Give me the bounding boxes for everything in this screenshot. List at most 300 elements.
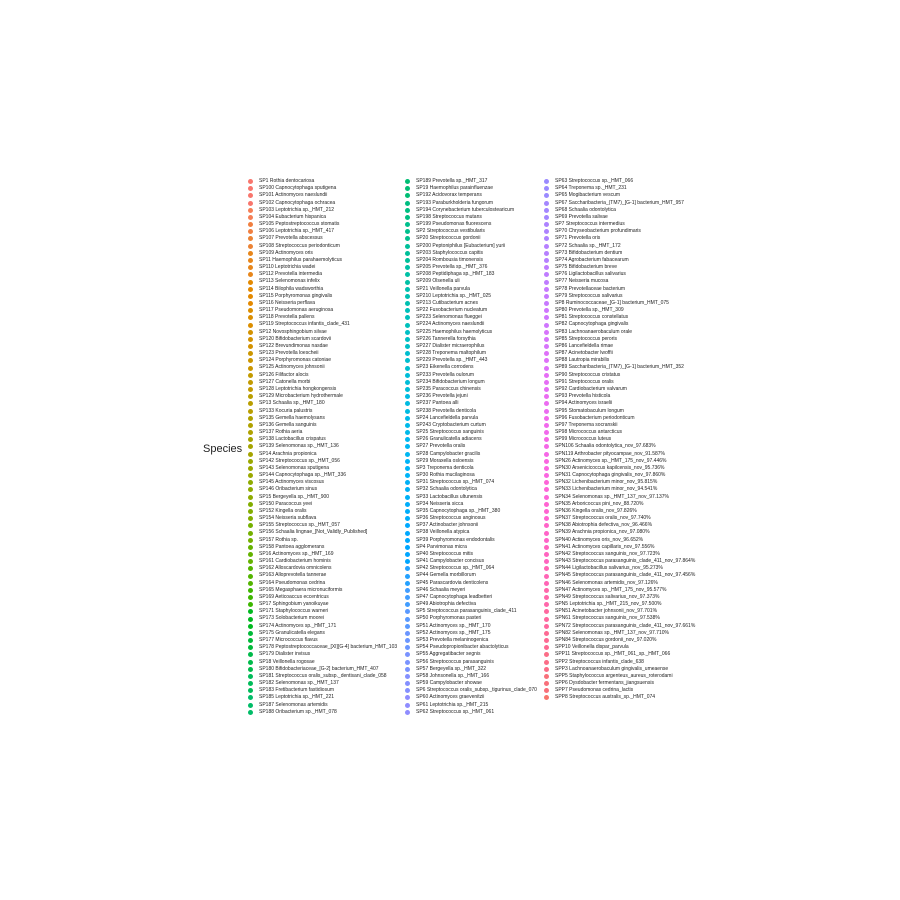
legend-label: SPP3 Lachnoanaerobaculum gingivalis_umeaense <box>555 665 669 672</box>
legend-swatch <box>405 509 410 514</box>
legend-swatch <box>405 602 410 607</box>
legend-item <box>248 192 397 199</box>
legend-label: SP243 Cryptobacterium curtum <box>416 421 486 428</box>
legend-label: SP21 Veillonella parvula <box>416 285 470 292</box>
legend-label: SP101 Actinomyces naeslundii <box>259 192 328 199</box>
legend-label: SP124 Porphyromonas catoniae <box>259 357 331 364</box>
legend-item <box>544 443 695 450</box>
legend-swatch <box>544 258 549 263</box>
legend-item <box>248 185 397 192</box>
legend-item <box>544 558 695 565</box>
legend-swatch <box>544 660 549 665</box>
legend-swatch <box>405 588 410 593</box>
legend-item <box>544 207 695 214</box>
legend-swatch <box>405 394 410 399</box>
legend-swatch <box>405 703 410 708</box>
legend-label: SP123 Prevotella loescheii <box>259 350 319 357</box>
legend-label: SPN106 Schaalia odontolytica_nov_97.683% <box>555 443 656 450</box>
legend-item <box>405 594 537 601</box>
legend-swatch <box>248 351 253 356</box>
legend-swatch <box>248 638 253 643</box>
legend-item <box>405 364 537 371</box>
legend-label: SP105 Peptostreptococcus stomatis <box>259 221 340 228</box>
legend-label: SP14 Arachnia propionica <box>259 450 317 457</box>
legend-label: SP213 Cutibacterium acnes <box>416 299 478 306</box>
legend-label: SP33 Lactobacillus ultunensis <box>416 493 483 500</box>
legend-item <box>248 286 397 293</box>
legend-swatch <box>405 401 410 406</box>
legend-item <box>248 278 397 285</box>
legend-item <box>405 329 537 336</box>
legend-swatch <box>248 401 253 406</box>
legend-label: SP104 Eubacterium hispanica <box>259 213 326 220</box>
legend-label: SP199 Pseudomonas fluorescens <box>416 221 492 228</box>
legend-item <box>544 429 695 436</box>
legend-swatch <box>405 423 410 428</box>
legend-item <box>248 651 397 658</box>
legend-label: SP210 Leptotrichia sp._HMT_025 <box>416 292 492 299</box>
legend-label: SP233 Prevotella oulorum <box>416 371 475 378</box>
legend-item <box>544 465 695 472</box>
legend-label: SP103 Leptotrichia sp._HMT_212 <box>259 206 335 213</box>
legend-swatch <box>405 645 410 650</box>
legend-swatch <box>248 394 253 399</box>
legend-swatch <box>248 301 253 306</box>
legend-label: SP91 Streptococcus oralis <box>555 378 614 385</box>
legend-item <box>248 644 397 651</box>
legend-label: SP3 Treponema denticola <box>416 464 474 471</box>
legend-label: SP136 Gemella sanguinis <box>259 421 317 428</box>
legend-label: SPN42 Streptococcus sanguinis_nov_97.723% <box>555 550 660 557</box>
legend-swatch <box>248 222 253 227</box>
legend-item <box>248 221 397 228</box>
legend-item <box>544 264 695 271</box>
legend-item <box>544 508 695 515</box>
legend-swatch <box>544 681 549 686</box>
legend-label: SP183 Fretibacterium fastidiosum <box>259 687 335 694</box>
legend-item <box>248 400 397 407</box>
legend-label: SP93 Prevotella histicola <box>555 393 611 400</box>
legend-swatch <box>544 308 549 313</box>
legend-item <box>248 587 397 594</box>
legend-label: SP19 Haemophilus parainfluenzae <box>416 185 493 192</box>
legend-item <box>248 243 397 250</box>
legend-label: SP171 Staphylococcus warneri <box>259 608 329 615</box>
legend-label: SPN41 Actinomyces capillaris_nov_97.556% <box>555 543 655 550</box>
legend-swatch <box>544 201 549 206</box>
legend-label: SP79 Streptococcus salivarius <box>555 292 623 299</box>
legend-item <box>544 494 695 501</box>
legend-swatch <box>544 531 549 536</box>
legend-label: SP174 Actinomyces sp._HMT_171 <box>259 622 337 629</box>
legend-item <box>544 659 695 666</box>
legend-label: SP155 Streptococcus sp._HMT_057 <box>259 522 340 529</box>
legend-item <box>405 214 537 221</box>
legend-item <box>544 357 695 364</box>
legend-swatch <box>544 315 549 320</box>
legend-swatch <box>544 387 549 392</box>
legend-swatch <box>544 645 549 650</box>
legend-label: SP32 Schaalia odontolytica <box>416 486 477 493</box>
legend-label: SP108 Streptococcus periodonticum <box>259 242 340 249</box>
legend-item <box>544 386 695 393</box>
legend-item <box>248 293 397 300</box>
legend-label: SP53 Prevotella melaninogenica <box>416 637 489 643</box>
legend-swatch <box>544 265 549 270</box>
legend-item <box>544 608 695 615</box>
legend-label: SP122 Brevundimonas nasdae <box>259 342 328 349</box>
legend-swatch <box>405 287 410 292</box>
legend-swatch <box>248 280 253 285</box>
legend-item <box>544 479 695 486</box>
legend-label: SP75 Bifidobacterium breve <box>555 264 617 271</box>
legend-label: SP34 Neisseria sicca <box>416 500 464 507</box>
legend-swatch <box>544 423 549 428</box>
legend-item <box>544 666 695 673</box>
legend-label: SPN40 Actinomyces oris_nov_96.652% <box>555 536 644 543</box>
legend-label: SP164 Pseudomonas cedrina <box>259 579 326 586</box>
legend-label: SP163 Alloprevotella tannerae <box>259 572 327 579</box>
legend-swatch <box>544 337 549 342</box>
legend-item <box>544 680 695 687</box>
legend-swatch <box>248 208 253 213</box>
legend-item <box>248 372 397 379</box>
legend-swatch <box>544 208 549 213</box>
legend-label: SP161 Cardiobacterium hominis <box>259 558 331 565</box>
legend-swatch <box>544 394 549 399</box>
legend-label: SP107 Prevotella abscessus <box>259 235 323 242</box>
legend-item <box>248 336 397 343</box>
legend-label: SP110 Leptotrichia wadei <box>259 264 316 271</box>
legend-item <box>248 379 397 386</box>
legend-item <box>544 243 695 250</box>
legend-swatch <box>248 323 253 328</box>
legend-label: SPP11 Streptococcus sp._HMT_061_sp._HMT_066 <box>555 651 671 658</box>
legend-label: SPN44 Ligilactobacillus salivarius_nov_95.273% <box>555 565 663 572</box>
legend-item <box>248 393 397 400</box>
legend-label: SP100 Capnocytophaga sputigena <box>259 185 337 192</box>
legend-item <box>405 314 537 321</box>
legend-item <box>405 551 537 558</box>
legend-item <box>248 702 397 709</box>
legend-item <box>544 343 695 350</box>
legend-item <box>405 271 537 278</box>
legend-label: SP142 Streptococcus sp._HMT_056 <box>259 457 340 464</box>
legend-swatch <box>544 588 549 593</box>
legend-item <box>544 436 695 443</box>
legend-label: SP8 Ruminococcaceae_[G-1] bacterium_HMT_075 <box>555 299 669 306</box>
legend-swatch <box>248 308 253 313</box>
legend-label: SP235 Paracoccus chinensis <box>416 385 481 392</box>
legend-label: SP205 Prevotella sp._HMT_376 <box>416 264 488 271</box>
legend-label: SP138 Lactobacillus crispatus <box>259 436 326 443</box>
legend-item <box>248 479 397 486</box>
legend-label: SPN33 Lichenibacterium minor_nov_94.541% <box>555 486 658 493</box>
legend-label: SP23 Eikenella corrodens <box>416 364 474 371</box>
legend-label: SP76 Ligilactobacillus salivarius <box>555 271 626 278</box>
legend-swatch <box>544 566 549 571</box>
legend-label: SP37 Actinobacter johnsonii <box>416 522 479 529</box>
legend-label: SP133 Kocuria palustris <box>259 407 313 414</box>
legend-item <box>405 508 537 515</box>
legend-label: SPN119 Arthrobacter pityocampae_nov_91.587% <box>555 450 665 457</box>
legend-swatch <box>544 193 549 198</box>
legend-swatch <box>405 473 410 478</box>
legend-label: SP72 Schaalia sp._HMT_172 <box>555 242 621 249</box>
legend-item <box>248 472 397 479</box>
legend-item <box>248 443 397 450</box>
legend-swatch <box>544 473 549 478</box>
legend-swatch <box>405 480 410 485</box>
legend-swatch <box>405 380 410 385</box>
legend-item <box>544 200 695 207</box>
legend-item <box>544 364 695 371</box>
legend-label: SP238 Prevotella denticola <box>416 407 477 414</box>
legend-swatch <box>405 710 410 715</box>
legend-label: SP64 Treponema sp._HMT_231 <box>555 185 627 192</box>
legend-swatch <box>248 444 253 449</box>
legend-label: SP86 Lancefieldella rimae <box>555 342 614 349</box>
legend-label: SPN61 Streptococcus sanguinis_nov_97.538% <box>555 615 660 622</box>
legend-label: SP113 Selenomonas infelix <box>259 278 320 285</box>
legend-swatch <box>405 344 410 349</box>
legend-item <box>248 343 397 350</box>
legend-label: SP135 Gemella haemolysans <box>259 414 325 421</box>
legend-label: SP193 Paraburkholderia fungorum <box>416 199 493 206</box>
legend-label: SP58 Johnsonella sp._HMT_166 <box>416 672 490 679</box>
legend-swatch <box>405 523 410 528</box>
legend-swatch <box>248 588 253 593</box>
legend-item <box>405 350 537 357</box>
legend-item <box>248 415 397 422</box>
legend-label: SP44 Gemella morbillorum <box>416 572 476 579</box>
legend-item <box>405 321 537 328</box>
legend-swatch <box>405 294 410 299</box>
legend-item <box>405 221 537 228</box>
legend-swatch <box>248 674 253 679</box>
legend-item <box>405 694 537 701</box>
legend-swatch <box>405 574 410 579</box>
legend-label: SP29 Moraxella osloensis <box>416 457 474 464</box>
legend-swatch <box>405 459 410 464</box>
legend-label: SP129 Microbacterium hydrothermale <box>259 393 343 400</box>
legend-swatch <box>248 487 253 492</box>
legend-item <box>405 243 537 250</box>
legend-item <box>544 572 695 579</box>
legend-swatch <box>248 387 253 392</box>
legend-item <box>405 357 537 364</box>
legend-swatch <box>544 323 549 328</box>
legend-label: SP15 Bergeyella sp._HMT_900 <box>259 493 330 500</box>
legend-swatch <box>248 358 253 363</box>
legend-label: SP106 Leptotrichia sp._HMT_417 <box>259 228 335 235</box>
legend-swatch <box>405 201 410 206</box>
legend-item <box>248 386 397 393</box>
legend-label: SP180 Bifidobacteriaceae_[G-2] bacterium_HMT_407 <box>259 665 379 672</box>
legend-item <box>248 630 397 637</box>
legend-item <box>544 408 695 415</box>
legend-swatch <box>248 631 253 636</box>
legend-swatch <box>544 437 549 442</box>
legend-label: SP38 Veillonella atypica <box>416 529 470 536</box>
legend-label: SP182 Selenomonas sp._HMT_137 <box>259 680 339 687</box>
legend-item <box>248 314 397 321</box>
legend-item <box>248 687 397 694</box>
legend-label: SP188 Oribacterium sp._HMT_078 <box>259 708 337 715</box>
legend-label: SP77 Neisseria mucosa <box>555 278 609 285</box>
legend-label: SP88 Lautropia mirabilis <box>555 357 610 364</box>
legend-label: SP139 Selenomonas sp._HMT_136 <box>259 443 339 450</box>
legend-label: SP40 Streptococcus mitis <box>416 550 473 557</box>
legend-item <box>544 451 695 458</box>
legend-label: SP39 Porphyromonas endodontalis <box>416 536 495 543</box>
legend-item <box>248 694 397 701</box>
legend-swatch <box>405 444 410 449</box>
legend-swatch <box>248 251 253 256</box>
legend-item <box>248 558 397 565</box>
legend-label: SP225 Haemophilus haemolyticus <box>416 328 493 335</box>
legend-swatch <box>405 179 410 184</box>
legend-label: SP85 Streptococcus peroris <box>555 335 617 342</box>
legend-label: SP158 Pantoea agglomerans <box>259 543 325 550</box>
legend-swatch <box>248 473 253 478</box>
legend-item <box>405 494 537 501</box>
legend-label: SP25 Streptococcus sanguinis <box>416 429 484 436</box>
legend-item <box>248 680 397 687</box>
legend-label: SPN46 Selenomonas artemidis_nov_97.126% <box>555 579 658 586</box>
legend-swatch <box>248 710 253 715</box>
legend-label: SP102 Capnocytophaga ochracea <box>259 199 336 206</box>
legend-item <box>405 623 537 630</box>
legend-swatch <box>405 244 410 249</box>
legend-label: SP114 Bilophila wadsworthia <box>259 285 324 292</box>
legend-item <box>248 235 397 242</box>
legend-swatch <box>405 695 410 700</box>
legend-swatch <box>405 559 410 564</box>
legend-label: SP156 Schaalia lingnae_[Not_Validly_Published] <box>259 529 368 536</box>
legend-item <box>248 666 397 673</box>
legend-swatch <box>544 538 549 543</box>
legend-item <box>405 451 537 458</box>
legend-swatch <box>248 688 253 693</box>
legend-swatch <box>248 430 253 435</box>
legend-label: SP80 Prevotella sp._HMT_309 <box>555 307 624 314</box>
legend-swatch <box>405 581 410 586</box>
legend-item <box>405 235 537 242</box>
legend-swatch <box>405 638 410 643</box>
legend-swatch <box>544 236 549 241</box>
legend-item <box>248 451 397 458</box>
legend-item <box>405 544 537 551</box>
legend-swatch <box>544 559 549 564</box>
legend-item <box>544 286 695 293</box>
legend-swatch <box>248 459 253 464</box>
legend-swatch <box>544 609 549 614</box>
legend-swatch <box>544 459 549 464</box>
legend-label: SPN84 Streptococcus gordonii_nov_97.020% <box>555 637 657 643</box>
legend-swatch <box>544 222 549 227</box>
legend-item <box>544 544 695 551</box>
legend-label: SP83 Lachnoanaerobaculum orale <box>555 328 632 335</box>
legend-item <box>248 637 397 644</box>
legend-column-2 <box>405 178 537 716</box>
legend-item <box>544 185 695 192</box>
legend-label: SP162 Alloscardovia omnicolens <box>259 565 332 572</box>
legend-swatch <box>248 502 253 507</box>
legend-swatch <box>248 652 253 657</box>
legend-item <box>405 408 537 415</box>
legend-item <box>248 250 397 257</box>
legend-label: SP17 Sphingobium yanoikuyae <box>259 601 329 608</box>
legend-swatch <box>544 502 549 507</box>
legend-label: SP56 Streptococcus parasanguinis <box>416 658 494 665</box>
legend-swatch <box>248 667 253 672</box>
legend-label: SP99 Micrococcus luteus <box>555 436 612 443</box>
legend-item <box>544 651 695 658</box>
legend-swatch <box>248 215 253 220</box>
legend-swatch <box>405 258 410 263</box>
legend-swatch <box>405 337 410 342</box>
legend-item <box>405 178 537 185</box>
legend-item <box>248 350 397 357</box>
legend-label: SPP2 Streptococcus infantis_clade_638 <box>555 658 644 665</box>
legend-item <box>405 515 537 522</box>
legend-label: SPN31 Capnocytophaga gingivalis_nov_97.860% <box>555 472 666 479</box>
legend-swatch <box>544 581 549 586</box>
legend-label: SP42 Streptococcus sp._HMT_064 <box>416 565 495 572</box>
legend-label: SP145 Actinomyces viscosus <box>259 479 325 486</box>
legend-swatch <box>544 409 549 414</box>
legend-item <box>544 615 695 622</box>
legend-swatch <box>405 667 410 672</box>
legend-item <box>405 286 537 293</box>
legend-swatch <box>544 330 549 335</box>
legend-label: SP198 Streptococcus mutans <box>416 213 482 220</box>
legend-item <box>248 594 397 601</box>
legend-label: SP177 Micrococcus flavus <box>259 637 318 643</box>
legend-swatch <box>544 366 549 371</box>
legend-swatch <box>405 193 410 198</box>
legend-swatch <box>544 574 549 579</box>
legend-item <box>544 393 695 400</box>
legend-label: SP95 Stomatobaculum longum <box>555 407 624 414</box>
legend-swatch <box>248 509 253 514</box>
legend-item <box>248 271 397 278</box>
legend-item <box>248 537 397 544</box>
legend-swatch <box>248 559 253 564</box>
legend-swatch <box>248 229 253 234</box>
legend-label: SP28 Campylobacter gracilis <box>416 450 481 457</box>
legend-label: SPN39 Arachnia propionica_nov_97.080% <box>555 529 650 536</box>
legend-label: SP82 Capnocytophaga gingivalis <box>555 321 629 328</box>
legend-swatch <box>405 409 410 414</box>
legend-label: SP236 Prevotella jejuni <box>416 393 468 400</box>
legend-swatch <box>544 244 549 249</box>
legend-swatch <box>405 387 410 392</box>
legend-item <box>405 608 537 615</box>
legend-item <box>248 214 397 221</box>
legend-swatch <box>544 602 549 607</box>
legend-item <box>405 615 537 622</box>
legend-label: SPN26 Actinomyces sp._HMT_175_nov_97.446% <box>555 457 667 464</box>
legend-swatch <box>544 215 549 220</box>
legend-label: SP78 Prevotellaceae bacterium <box>555 285 626 292</box>
legend-swatch <box>405 502 410 507</box>
legend-label: SP89 Saccharibacteria_(TM7)_[G-1] bacterium_HMT_352 <box>555 364 684 371</box>
legend-swatch <box>405 495 410 500</box>
legend-swatch <box>544 179 549 184</box>
legend-swatch <box>405 366 410 371</box>
